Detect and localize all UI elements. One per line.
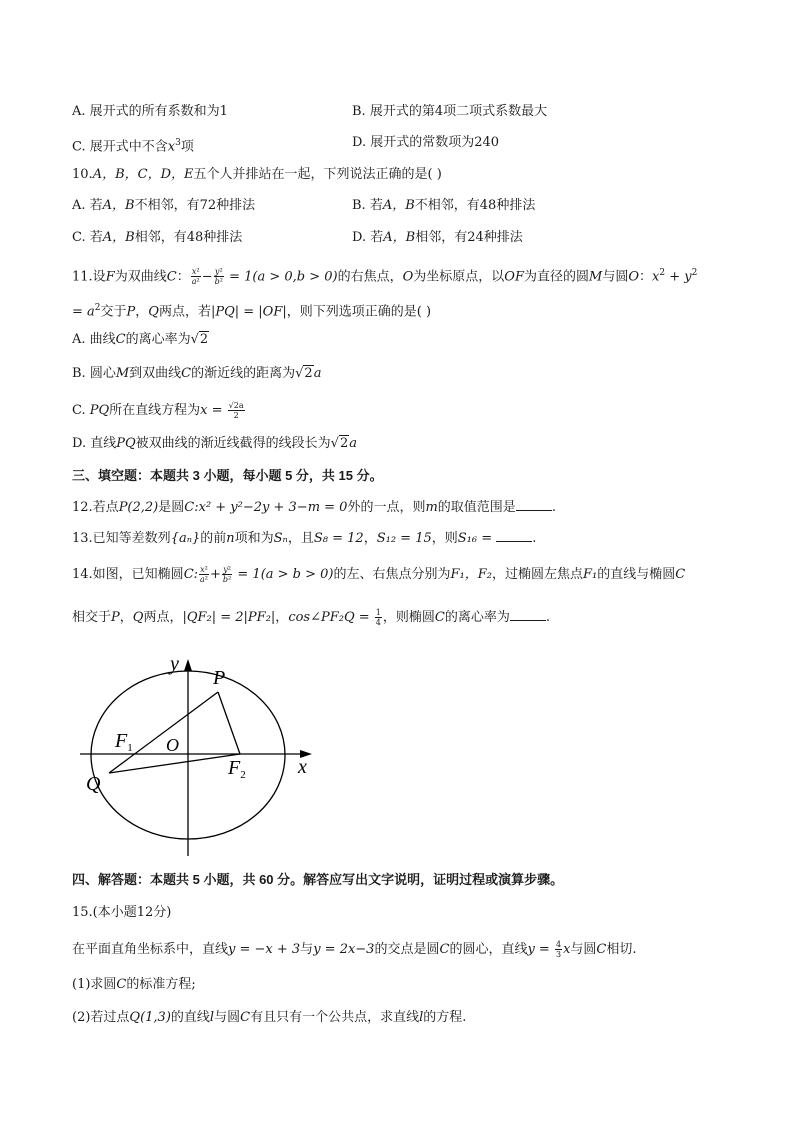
fraction-one-quarter: $\frac{1}{4}$ <box>375 608 381 627</box>
segment-pf2 <box>218 692 240 754</box>
q9-option-d: D. 展开式的常数项为240 <box>352 135 500 150</box>
label-o: O <box>166 735 179 755</box>
q10-option-c: C. 若A，B相邻，有48种排法 <box>72 230 243 245</box>
q12: 12.若点P(2,2)是圆C:x² + y²−2y + 3−m = 0外的一点，则m的取值范围是 . <box>72 500 556 515</box>
fraction-x2-a2: $\frac{\text{x²}}{\text{a²}}$ <box>200 565 209 584</box>
ellipse-figure <box>78 650 328 860</box>
q15-title: 15.(本小题12分) <box>72 905 172 920</box>
sqrt-symbol: √2 <box>190 332 209 347</box>
label-p: P <box>213 667 226 689</box>
q14-line1: 14.如图，已知椭圆C: $\frac{\text{x²}}{\text{a²}}$ + $\frac{\text{y²}}{\text{b²}}$ = 1(a > b > 0)的左、右焦点分别为F₁，F₂，过椭圆左焦点F₁的直线与椭圆C <box>72 565 686 584</box>
answer-blank <box>496 529 532 542</box>
fraction-four-thirds: $\frac{4}{3}$ <box>555 940 562 959</box>
answer-blank <box>510 608 546 621</box>
sqrt-symbol: √2 <box>295 366 313 381</box>
fraction-x2-a2: $\frac{\text{x²}}{\text{a²}}$ <box>191 267 200 287</box>
q13: 13.已知等差数列{aₙ}的前n项和为Sₙ，且S₈ = 12，S₁₂ = 15，则S₁₆ = . <box>72 531 537 546</box>
q10-option-b: B. 若A，B不相邻，有48种排法 <box>352 198 536 213</box>
fraction-y2-b2: $\frac{\text{y²}}{\text{b²}}$ <box>214 267 223 287</box>
q11-option-d: D. 直线PQ被双曲线的渐近线截得的线段长为√2a <box>72 436 357 451</box>
fraction-sqrt2a-2: $\frac{√2a}{2}$ <box>228 401 244 420</box>
answer-blank <box>516 498 552 511</box>
q11-option-b: B. 圆心M到双曲线C的渐近线的距离为√2a <box>72 366 322 381</box>
q14-line2: 相交于P，Q两点，|QF₂| = 2|PF₂|，cos∠PF₂Q = $\frac{1}{4}$ ，则椭圆C的离心率为 . <box>72 608 550 627</box>
label-f2: $F_2$ <box>228 757 246 781</box>
q10-option-a: A. 若A，B不相邻，有72种排法 <box>72 198 256 213</box>
fraction-y2-b2: $\frac{\text{y²}}{\text{b²}}$ <box>222 565 232 584</box>
y-axis-arrow <box>184 659 192 671</box>
q15-part1: (1)求圆C的标准方程; <box>72 977 196 992</box>
section-4-heading: 四、解答题：本题共 5 小题，共 60 分。解答应写出文字说明，证明过程或演算步骤。 <box>72 872 564 887</box>
q10-option-d: D. 若A，B相邻，有24种排法 <box>352 230 523 245</box>
label-f1: $F_1$ <box>115 730 133 754</box>
label-x: x <box>298 756 307 778</box>
q15-part2: (2)若过点Q(1,3)的直线l与圆C有且只有一个公共点，求直线l的方程. <box>72 1010 467 1025</box>
q9-option-a: A. 展开式的所有系数和为1 <box>72 104 228 119</box>
q15-stem: 在平面直角坐标系中，直线y = −x + 3与y = 2x−3的交点是圆C的圆心，直线y = $\frac{4}{3}$ x与圆C相切. <box>72 940 637 959</box>
segment-qf2 <box>109 754 240 773</box>
q11-stem-line1: 11.设F为双曲线C： $\frac{\text{x²}}{\text{a²}}$ − $\frac{\text{y²}}{\text{b²}}$ = 1(a > 0,b > 0)的右焦点，O为坐标原点，以OF为直径的圆M与圆O：$x^2 + y^2$ <box>72 267 698 287</box>
q11-option-c: C. PQ所在直线方程为x = $\frac{√2a}{2}$ <box>72 401 244 420</box>
q9-option-b: B. 展开式的第4项二项式系数最大 <box>352 104 548 119</box>
sqrt-symbol: √2 <box>330 436 349 451</box>
label-q: Q <box>86 773 101 795</box>
q10-stem: 10.A，B，C，D，E五个人并排站在一起，下列说法正确的是( ) <box>72 167 442 182</box>
q9-option-c: C. 展开式中不含$x^3$项 <box>72 138 194 155</box>
section-3-heading: 三、填空题：本题共 3 小题，每小题 5 分，共 15 分。 <box>72 468 383 483</box>
q11-option-a: A. 曲线C的离心率为√2 <box>72 332 209 347</box>
label-y: y <box>170 653 179 675</box>
q11-stem-line2: = $a^2$交于P，Q两点，若|PQ| = |OF|，则下列选项正确的是( ) <box>72 303 432 320</box>
